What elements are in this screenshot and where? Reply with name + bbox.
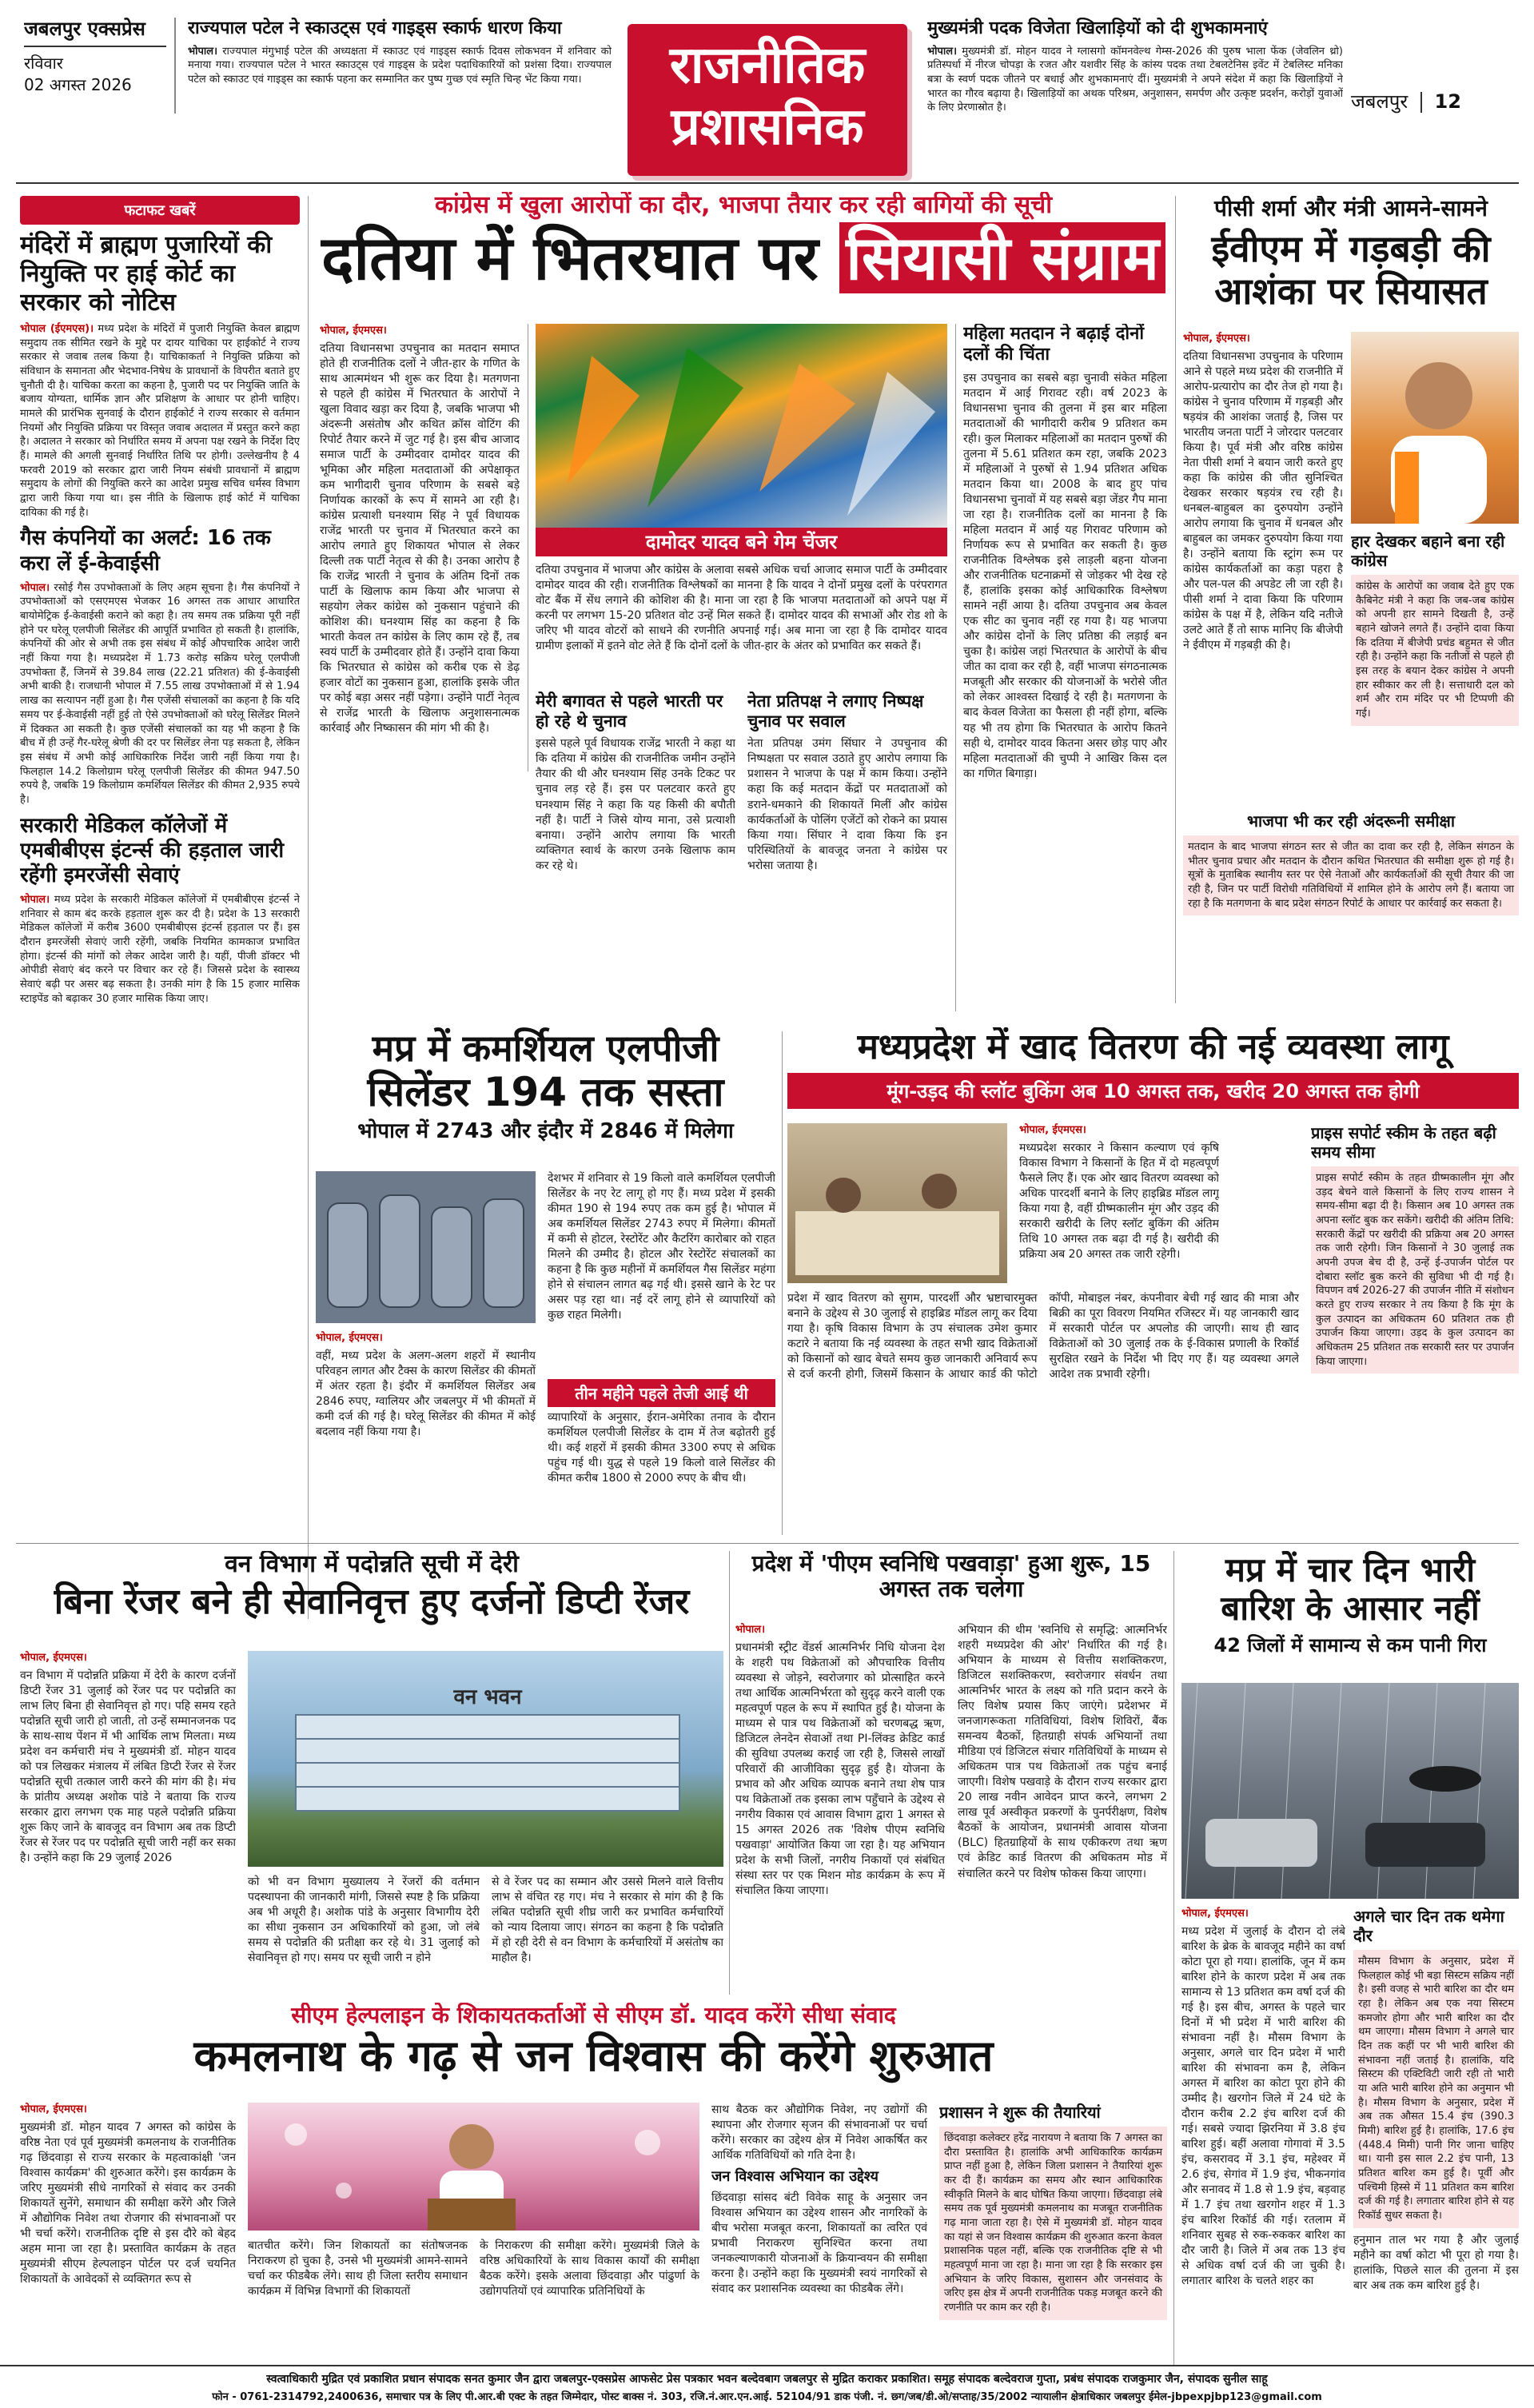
rain-subheadline: 42 जिलों में सामान्य से कम पानी गिरा	[1213, 1633, 1487, 1656]
bjp-review-box	[1183, 811, 1519, 1003]
rain-side-box	[1353, 1907, 1519, 2358]
svanidhi-col2	[958, 1623, 1167, 1995]
footer-contact: फोन - 0761-2314792,2400636, समाचार पत्र के लिए पी.आर.बी एक्ट के तहत जिम्मेदार, पोस्ट बाक्स नं. 303, रजि.नं.आर.एन.आई. 52104/91 डाक पंजी. नं. छ्ग/जब/डी.ओ/सप्ताह/35/2002 न्यायालीन क्षेत्राधिकार जबलपुर ईमेल-jbpexpjbp123@gmail.com	[212, 2391, 1322, 2403]
prep-head: प्रशासन ने शुरू की तैयारियां	[939, 2103, 1101, 2122]
rain-headline-2: बारिश के आसार नहीं	[1221, 1589, 1480, 1629]
lead-sub1	[536, 692, 735, 1019]
lead-headline-part2: सियासी संग्राम	[839, 222, 1165, 293]
bjp-review-body: मतदान के बाद भाजपा संगठन स्तर से जीत का दावा कर रही है, लेकिन संगठन के भीतर चुनाव प्रचार और मतदान के दौरान कथित भितरघात की समीक्षा शुरू हो गई है। सूत्रों के मुताबिक स्थानीय स्तर पर ऐसे नेताओं और कार्यकर्ताओं की सूची तैयार की जा रही है, जिन पर पार्टी विरोधी गतिविधियों में शामिल होने के आरोप लगे हैं। बताया जा रहा है कि मतगणना के बाद प्रदेश संगठन रिपोर्ट के आधार पर कार्रवाई कर सकता है।	[1183, 835, 1519, 915]
kamalnath-kicker: सीएम हेल्पलाइन के शिकायतकर्ताओं से सीएम डॉ. यादव करेंगे सीधा संवाद	[291, 2003, 896, 2028]
bjp-review-head: भाजपा भी कर रही अंदरूनी समीक्षा	[1246, 811, 1456, 831]
kamalnath-dateline: भोपाल, ईएमएस।	[20, 2103, 87, 2115]
kamalnath-col2	[248, 2239, 468, 2358]
lead-photo-caption: दामोदर यादव बने गेम चेंजर	[536, 528, 947, 556]
lead-kicker: कांग्रेस में खुला आरोपों का दौर, भाजपा तैयार कर रही बागियों की सूची	[434, 192, 1052, 219]
forest-body2: को भी वन विभाग मुख्यालय ने रेंजरों की वर्तमान पदस्थापना की जानकारी मांगी, जिससे स्पष्ट है कि प्रक्रिया अब भी अधूरी है। अशोक पांडे के अनुसार विभागीय देरी का सीधा नुकसान उन अधिकारियों को हुआ, जो लंबे समय से पदोन्नति की प्रतीक्षा कर रहे थे। 31 जुलाई को सेवानिवृत्त हो गए। समय पर सूची जारी न होने	[248, 1876, 480, 1965]
forest-photo-label: वन भवन	[453, 1685, 522, 1709]
briefs-divider	[308, 196, 309, 1619]
rainy-street-illustration	[1181, 1683, 1519, 1899]
lpg-caption-head: तीन महीने पहले तेजी आई थी	[548, 1379, 775, 1407]
cylinders-illustration	[316, 1171, 536, 1323]
svanidhi-col1	[735, 1623, 945, 1995]
kamalnath-col1	[20, 2103, 236, 2358]
jan-vishwas-head: जन विश्वास अभियान का उद्देश्य	[711, 2168, 879, 2186]
forest-dateline: भोपाल, ईएमएस।	[20, 1652, 87, 1664]
prep-box	[939, 2103, 1167, 2358]
lead-story	[316, 192, 1171, 1023]
city-name: जबलपुर	[1351, 90, 1408, 113]
evm-body-col	[1183, 332, 1343, 803]
fertilizer-dateline: भोपाल, ईएमएस।	[1019, 1124, 1086, 1136]
lpg-divider	[782, 1031, 783, 1535]
svanidhi-story	[735, 1551, 1167, 1999]
lpg-headline-1: मप्र में कमर्शियल एलपीजी	[372, 1027, 719, 1070]
briefs-column	[20, 196, 300, 1619]
kamalnath-photo	[248, 2103, 699, 2231]
brief-gas-body: रसोई गैस उपभोक्ताओं के लिए अहम सूचना है। गैस कंपनियों ने उपभोक्ताओं को एसएमएस भेजकर 16 अगस्त तक आधार आधारित बायोमेट्रिक ई-केवाईसी कराने को कहा है। तय समय तक प्रक्रिया पूरी नहीं होने पर घरेलू एलपीजी सिलेंडर की आपूर्ति प्रभावित हो सकती है। हालांकि, कंपनियों की ओर से अभी तक इस संबंध में कोई औपचारिक आदेश जारी नहीं किया गया है। मध्यप्रदेश में 1.73 करोड़ सक्रिय घरेलू एलपीजी उपभोक्ता हैं, जिनमें से 39.84 लाख (22.21 प्रतिशत) की ई-केवाईसी अभी बाकी है। राजधानी भोपाल में 7.55 लाख उपभोक्ताओं में से 1.94 लाख का सत्यापन नहीं हुआ है। गैस एजेंसी संचालकों का कहना है कि यदि समय पर ई-केवाईसी नहीं हुई तो ऐसे उपभोक्ताओं को घरेलू सिलेंडर मिलने में दिक्कत आ सकती है। कुछ एजेंसी संचालकों का यह भी कहना है कि बीच में ही उन्हें गैर-घरेलू श्रेणी की दर पर सिलेंडर लेना पड़ सकता है, लेकिन इस संबंध में अभी कोई आधिकारिक निर्देश जारी नहीं किया गया है। फिलहाल 14.2 किलोग्राम घरेलू एलपीजी सिलेंडर की कीमत 947.50 रुपये है, जबकि 19 किलोग्राम कमर्शियल सिलेंडर की कीमत 2,935 रुपये है।	[20, 581, 300, 806]
brief-medical	[20, 814, 300, 1007]
evm-story	[1183, 196, 1519, 1011]
women-vote-body: इस उपचुनाव का सबसे बड़ा चुनावी संकेत महिला मतदान में आई गिरावट रही। वर्ष 2023 के विधानसभा चुनाव की तुलना में इस बार महिला मतदाताओं की भागीदारी करीब 9 प्रतिशत कम रही। कुल मिलाकर महिलाओं का मतदान पुरुषों की तुलना में 5.61 प्रतिशत कम रहा, जबकि 2023 में महिलाओं ने पुरुषों से 1.94 प्रतिशत अधिक मतदान किया था। 2008 के बाद हुए पांच विधानसभा चुनावों में यह सबसे बड़ा जेंडर गैप माना जा रहा है। राजनीतिक दलों का मानना है कि महिला मतदान में आई यह गिरावट परिणाम को निर्णायक रूप से प्रभावित कर सकती है। कुछ राजनीतिक विश्लेषक इसे लाड़ली बहना योजना और राजनीतिक घटनाक्रमों से जोड़कर भी देख रहे हैं, हालांकि इसका कोई आधिकारिक विश्लेषण सामने नहीं आया है। दतिया उपचुनाव अब केवल एक सीट का चुनाव नहीं रह गया है। यह भाजपा और कांग्रेस दोनों के लिए प्रतिष्ठा की लड़ाई बन चुका है। कांग्रेस जहां भितरघात के आरोपों के बीच जीत का दावा कर रही है, वहीं भाजपा संगठनात्मक मजबूती और सरकार की योजनाओं के भरोसे जीत को लेकर आश्वस्त दिखाई दे रही है। मतगणना के बाद केवल विजेता का फैसला ही नहीं होगा, बल्कि यह भी तय होगा कि भितरघात के आरोप कितने सही थे, दामोदर यादव कितना असर छोड़ पाए और महिला मतदाताओं की चुप्पी ने आखिर किस दल का गणित बिगाड़ा।	[963, 371, 1167, 780]
left-teaser	[188, 18, 612, 169]
evm-kicker: पीसी शर्मा और मंत्री आमने-सामने	[1214, 196, 1488, 221]
women-vote-headline: महिला मतदान ने बढ़ाई दोनों दलों की चिंता	[963, 324, 1145, 365]
lpg-story	[316, 1027, 775, 1539]
lead-col2	[536, 563, 947, 687]
rain-side-body: मौसम विभाग के अनुसार, प्रदेश में फिलहाल कोई भी बड़ा सिस्टम सक्रिय नहीं है। इसी वजह से भारी बारिश का दौर थम रहा है। लेकिन अब एक नया सिस्टम कमजोर होगा और भारी बारिश का दौर थम जाएगा। मौसम विभाग ने अगले चार दिन तक कहीं पर भी भारी बारिश की संभावना नहीं जताई है। हालांकि, यदि सिस्टम की एक्टिविटी जारी रही तो भारी या अति भारी बारिश होने का अनुमान भी है। मौसम विभाग के अनुसार, प्रदेश में अब तक औसत 15.4 इंच (390.3 मिमी) बारिश हुई है। हालांकि, 17.6 इंच (448.4 मिमी) पानी गिर जाना चाहिए था। यानी इस साल 2.2 इंच पानी, 13 प्रतिशत बारिश कम हुई है। पूर्वी और पश्चिमी हिस्से में 11 प्रतिशत कम बारिश दर्ज की गई है। लगातार बारिश होने से यह रिकॉर्ड सुधर सकता है।	[1353, 1950, 1519, 2228]
lead-headline-part1: दतिया में भितरघात पर	[321, 221, 819, 293]
lead-right-divider	[1175, 196, 1176, 1003]
politician-portrait	[1351, 332, 1519, 524]
lead-dateline: भोपाल, ईएमएस।	[320, 325, 387, 337]
price-support-box	[1311, 1123, 1519, 1531]
forest-col1	[20, 1651, 236, 1995]
brief-high-court-headline: मंदिरों में ब्राह्मण पुजारियों की नियुक्ति पर हाई कोर्ट का सरकार को नोटिस	[20, 231, 273, 317]
lpg-col-left	[316, 1331, 536, 1535]
prep-body: छिंदवाड़ा कलेक्टर हरेंद्र नारायण ने बताया कि 7 अगस्त का दौरा प्रस्तावित है। हालांकि अभी आधिकारिक कार्यक्रम प्राप्त नहीं हुआ है, लेकिन जिला प्रशासन ने तैयारियां शुरू कर दी हैं। कार्यक्रम का समय और स्थान आधिकारिक स्वीकृति मिलने के बाद घोषित किया जाएगा। छिंदवाड़ा लंबे समय तक पूर्व मुख्यमंत्री कमलनाथ का मजबूत राजनीतिक गढ़ माना जाता रहा है। ऐसे में मुख्यमंत्री डॉ. मोहन यादव का यहां से जन विश्वास कार्यक्रम की शुरुआत करना केवल प्रशासनिक पहल नहीं, बल्कि एक राजनीतिक दृष्टि से भी महत्वपूर्ण माना जा रहा है। माना जा रहा है कि सरकार इस अभियान के जरिए विकास, सुशासन और जनसंवाद के जरिए इस क्षेत्र में अपनी राजनीतिक पकड़ मजबूत करने की रणनीति पर काम कर रही है।	[939, 2127, 1167, 2320]
page-marker	[1351, 88, 1519, 120]
rain-col1	[1181, 1907, 1345, 2358]
brief-medical-body: मध्य प्रदेश के सरकारी मेडिकल कॉलेजों में एमबीबीएस इंटर्न्स ने शनिवार से काम बंद करके हड़ताल शुरू कर दी है। प्रदेश के 13 सरकारी मेडिकल कॉलेजों में करीब 3600 एमबीबीएस इंटर्न्स हड़ताल पर हैं। इस दौरान इमरजेंसी सेवाएं जारी रहेंगी, जबकि नियमित कामकाज प्रभावित होगा। इंटर्न्स की मांगों को लेकर आदेश जारी है। यहीं, पीजी डॉक्टर भी ओपीडी सेवाएं बंद करने पर विचार कर रहे हैं। जिससे प्रदेश के स्वास्थ्य सेवाएं बढ़ी पर असर बढ़ सकता है। उनकी मांग है कि 15 हजार मासिक स्टाइपेंड को बढ़ाकर 30 हजार मासिक किया जाए।	[20, 894, 300, 1005]
mid-rule	[16, 1543, 1519, 1544]
grain-market-illustration	[787, 1123, 1007, 1283]
svanidhi-dateline: भोपाल।	[735, 1624, 765, 1636]
right-teaser-dateline: भोपाल।	[927, 45, 957, 58]
section-title-1: राजनीतिक	[669, 36, 866, 95]
evm-body: दतिया विधानसभा उपचुनाव के परिणाम आने से पहले मध्य प्रदेश की राजनीति में आरोप-प्रत्यारोप का दौर तेज हो गया है। कांग्रेस ने चुनाव परिणाम में गड़बड़ी और षड़यंत्र की आशंका जताई है, जिस पर भारतीय जनता पार्टी ने जोरदार पलटवार किया है। पूर्व मंत्री और वरिष्ठ कांग्रेस नेता पीसी शर्मा ने बयान जारी करते हुए कहा कि कांग्रेस की जीत सुनिश्चित देखकर सरकार षड़यंत्र रच रही है। धनबल-बाहुबल का दुरुपयोग उन्होंने आरोप लगाया कि चुनाव में धनबल और बाहुबल का जमकर दुरुपयोग किया गया है। उन्होंने बताया कि स्ट्रांग रूम पर कांग्रेस कार्यकर्ताओं का कड़ा पहरा है और पल-पल की अपडेट ली जा रही है। पीसी शर्मा ने दावा किया कि परिणाम कांग्रेस के पक्ष में है, लेकिन यदि नतीजे उलटे आते हैं तो साफ मानिए कि बीजेपी ने ईवीएम में गड़बड़ी की है।	[1183, 349, 1343, 652]
left-teaser-headline: राज्यपाल पटेल ने स्काउट्स एवं गाइड्स स्कार्फ धारण किया	[188, 18, 562, 38]
section-title-2: प्रशासनिक	[671, 97, 864, 157]
briefs-tag: फटाफट खबरें	[20, 196, 300, 225]
kamalnath-body3: के निराकरण की समीक्षा करेंगे। मुख्यमंत्री जिले के वरिष्ठ अधिकारियों के साथ विकास कार्यों की समीक्षा बैठक करेंगे। इसके अलावा छिंदवाड़ा और पांढुर्णा के उद्योगपतियों एवं व्यापारिक प्रतिनिधियों के	[480, 2239, 699, 2298]
lpg-subheadline: भोपाल में 2743 और इंदौर में 2846 में मिलेगा	[357, 1119, 734, 1144]
price-support-head: प्राइस सपोर्ट स्कीम के तहत बढ़ी समय सीमा	[1311, 1123, 1496, 1162]
lpg-headline-2: सिलेंडर 194 तक सस्ता	[367, 1068, 724, 1115]
lead-col2-body: दतिया उपचुनाव में भाजपा और कांग्रेस के अलावा सबसे अधिक चर्चा आजाद समाज पार्टी के उम्मीदवार दामोदर यादव की रही। राजनीतिक विश्लेषकों का मानना है कि यादव ने दोनों प्रमुख दलों के परंपरागत वोट बैंक में सेंध लगाने की कोशिश की है। माना जा रहा है कि भाजपा मतदाताओं को अपने पक्ष में करनी पर लगभग 15-20 प्रतिशत वोट उन्हें मिल सकते हैं। दामोदर यादव की सभाओं और रोड शो के जरिए भी यादव वोटरों को साधने की रणनीति अपनाई गई। अब माना जा रहा है कि दामोदर यादव ग्रामीण इलाकों में इतने वोट लेते हैं कि दोनों दलों के जीत-हार के अंतर को प्रभावित कर सकते हैं।	[536, 564, 947, 653]
lead-sub1-body: इससे पहले पूर्व विधायक राजेंद्र भारती ने कहा था कि दतिया में कांग्रेस की राजनीतिक जमीन उन्होंने तैयार की थी और घनश्याम सिंह उनके टिकट पर चुनाव लड़ रहे हैं। इस पर पलटवार करते हुए घनश्याम सिंह ने कहा कि यह किसी की बपौती नहीं है। पार्टी ने जिसे योग्य माना, उसे प्रत्याशी बनाया। उन्होंने आरोप लगाया कि भारती व्यक्तिगत स्वार्थ के कारण उनके खिलाफ काम कर रहे थे।	[536, 737, 735, 872]
kamalnath-col4	[711, 2103, 927, 2358]
brief-high-court-body: मध्य प्रदेश के मंदिरों में पुजारी नियुक्ति केवल ब्राह्मण समुदाय तक सीमित रखने के मुद्दे पर दायर याचिका पर हाईकोर्ट ने राज्य सरकार से जवाब तलब किया है। याचिकाकर्ता ने नियुक्ति प्रक्रिया को संविधान के समानता और भेदभाव-निषेध के प्रावधानों के विपरीत बताते हुए चुनौती दी है। याचिका करता का कहना है, पुजारी पद पर नियुक्ति जाति के बजाय योग्यता, धार्मिक ज्ञान और प्रशिक्षण के आधार पर होनी चाहिए। मामले की प्रारंभिक सुनवाई के दौरान हाईकोर्ट ने राज्य सरकार से वर्तमान नियमों और नियुक्ति प्रक्रिया पर विस्तृत जवाब अदालत में प्रस्तुत करने कहा है। अदालत ने सरकार को निर्धारित समय में अपना पक्ष रखने के निर्देश दिए हैं। मामले की अगली सुनवाई निर्धारित तिथि पर होगी। उल्लेखनीय है 4 फरवरी 2019 को सरकार द्वारा जारी नियम संबंधी प्रावधानों में ब्राह्मण समुदाय के लोगों की नियुक्ति करने का आदेश प्रमुख सचिव धर्मस्व विभाग द्वारा जारी किया गया था। इस नीति के खिलाफ हाई कोर्ट में याचिका दायिका की गई है।	[20, 323, 300, 519]
rain-story	[1181, 1551, 1519, 2362]
jan-vishwas-body: छिंदवाड़ा सांसद बंटी विवेक साहू के अनुसार जन विश्वास अभियान का उद्देश्य शासन और नागरिकों के बीच भरोसा मजबूत करना, शिकायतों का त्वरित एवं प्रभावी निराकरण सुनिश्चित करना तथा जनकल्याणकारी योजनाओं के क्रियान्वयन की समीक्षा करना है। उन्होंने कहा कि मुख्यमंत्री स्वयं नागरिकों से संवाद कर प्रशासनिक व्यवस्था का फीडबैक लेंगे।	[711, 2191, 927, 2295]
issue-date: 02 अगस्त 2026	[24, 74, 132, 94]
lead-col1-body: दतिया विधानसभा उपचुनाव का मतदान समाप्त होते ही राजनीतिक दलों ने जीत-हार के गणित के साथ आत्ममंथन भी शुरू कर दिया है। मतगणना से पहले ही कांग्रेस में भितरघात के आरोपों ने खुला विवाद खड़ा कर दिया है, जबकि भाजपा भी अंदरूनी असंतोष और कथित क्रॉस वोटिंग की रिपोर्ट तैयार करने में जुट गई है। इस बीच आजाद समाज पार्टी के उम्मीदवार दामोदर यादव की भूमिका और महिला मतदाताओं की अपेक्षाकृत कम भागीदारी चुनाव परिणाम के सबसे बड़े निर्णायक कारकों के रूप में सामने आ रही है। कांग्रेस प्रत्याशी घनश्याम सिंह ने पूर्व विधायक राजेंद्र भारती पर चुनाव में भितरघात करने का आरोप लगाते हुए शिकायत भोपाल से लेकर दिल्ली तक पार्टी नेतृत्व से की है। उनका आरोप है कि राजेंद्र भारती ने चुनाव के अंतिम दिनों तक पार्टी के खिलाफ काम किया और भाजपा से सहयोग लेकर कांग्रेस को नुकसान पहुंचाने की कोशिश की। घनश्याम सिंह का कहना है कि भारती केवल तन कांग्रेस के लिए काम रहे हैं, तब स्वयं पार्टी के उम्मीदवार होते हैं। उन्होंने दावा किया कि भितरघात से कांग्रेस को करीब एक से डेढ़ हजार वोटों का नुकसान हुआ, हालांकि इसके जीत पर कोई बड़ा असर नहीं पड़ेगा। उन्होंने पार्टी नेतृत्व से राजेंद्र भारती के खिलाफ अनुशासनात्मक कार्रवाई और निष्कासन की मांग भी की है।	[320, 341, 520, 736]
page-number: 12	[1434, 90, 1461, 113]
brief-gas-dateline: भोपाल।	[20, 581, 50, 594]
kamalnath-body1: मुख्यमंत्री डॉ. मोहन यादव 7 अगस्त को कांग्रेस के वरिष्ठ नेता एवं पूर्व मुख्यमंत्री कमलनाथ के राजनीतिक गढ़ छिंदवाड़ा से राज्य सरकार के महत्वाकांक्षी 'जन विश्वास कार्यक्रम' की शुरुआत करेंगे। इस कार्यक्रम के जरिए मुख्यमंत्री सीधे नागरिकों से संवाद कर उनकी शिकायतें सुनेंगे, समाधान की समीक्षा करेंगे और जिले में औद्योगिक निवेश तथा रोजगार की संभावनाओं पर भी चर्चा करेंगे। राजनीतिक दृष्टि से इस दौरे को बेहद अहम माना जा रहा है। प्रस्तावित कार्यक्रम के तहत मुख्यमंत्री सीएम हेल्पलाइन पोर्टल पर दर्ज चयनित शिकायतों के आवेदकों से व्यक्तिगत रूप से	[20, 2120, 236, 2286]
right-teaser-body: मुख्यमंत्री डॉ. मोहन यादव ने ग्लासगो कॉमनवेल्थ गेम्स-2026 की पुरुष भाला फेंक (जेवलिन थ्रो) प्रतिस्पर्धा में नीरज चोपड़ा के रजत और यशवीर सिंह के कांस्य पदक तथा टेबलटेनिस इवेंट में टेबलिस्ट मनिका बत्रा के स्वर्ण पदक जीतने पर बधाई और शुभकामनाएं दीं। मुख्यमंत्री ने अपने संदेश में कहा कि खिलाड़ियों ने भारत का गौरव बढ़ाया है। खिलाड़ियों का अथक परिश्रम, अनुशासन, समर्पण और उत्कृष्ट प्रदर्शन, करोड़ों युवाओं के लिए प्रेरणास्रोत है।	[927, 45, 1343, 114]
lpg-caption-box	[548, 1379, 775, 1535]
lpg-body1: देशभर में शनिवार से 19 किलो वाले कमर्शियल एलपीजी सिलेंडर के नए रेट लागू हो गए हैं। मध्य प्रदेश में इसकी कीमत 190 से 194 रुपए तक कम हुई है। भोपाल में अब कमर्शियल सिलेंडर 2743 रुपए में मिलेगा। कीमतों में कमी से होटल, रेस्टोरेंट और कैटरिंग कारोबार को राहत मिलने की उम्मीद है। होटल और रेस्टोरेंट संचालकों का कहना है कि कुछ महीनों में कमर्शियल गैस सिलेंडर महंगा होने से संचालन लागत बढ़ गई थी। इससे खाने के रेट पर असर पड़ रहा था। नई दरें लागू होने से व्यापारियों को कुछ राहत मिलेगी।	[548, 1172, 775, 1322]
kamalnath-headline: कमलनाथ के गढ़ से जन विश्वास की करेंगे शुरुआत	[193, 2031, 994, 2082]
rain-body: मध्य प्रदेश में जुलाई के दौरान दो लंबे बारिश के ब्रेक के बावजूद महीने का वर्षा कोटा पूरा हो गया। हालांकि, जून में कम बारिश होने के कारण प्रदेश में अब तक सामान्य से 13 प्रतिशत कम वर्षा दर्ज की गई है। इस बीच, अगस्त के पहले चार दिनों में भी प्रदेश में भारी बारिश की संभावना नहीं है। मौसम विभाग के अनुसार, अगले चार दिन प्रदेश में भारी बारिश की संभावना कम है, लेकिन अगस्त में बारिश का कोटा पूरा होने की उम्मीद है। खरगोन जिले में 24 घंटे के दौरान करीब 2.2 इंच बारिश दर्ज की गई। सबसे ज्यादा झिरनिया में 3.8 इंच बारिश हुई। बहीं अलावा गोगावां में 3.5 इंच, कसरावद में 3.1 इंच, महेश्वर में 2.6 इंच, सेगांव में 1.9 इंच, भीकनगांव और सनावद में 1.8 से 1.9 इंच, बड़वाह में 1.7 इंच तथा खरगोन शहर में 1.3 इंच बारिश रिकॉर्ड की गई। रतलाम में शनिवार सुबह से रुक-रुककर बारिश का दौर जारी है। जिले में अब तक 13 इंच से अधिक वर्षा दर्ज की जा चुकी है। लगातार बारिश के चलते शहर का	[1181, 1924, 1345, 2288]
women-vote-story	[963, 324, 1167, 1019]
left-teaser-body: राज्यपाल मंगुभाई पटेल की अध्यक्षता में स्काउट एवं गाइड्स स्कार्फ दिवस लोकभवन में शनिवार को मनाया गया। राज्यपाल पटेल ने भारत स्काउट्स एवं गाइड्स के प्रदेश पदाधिकारियों को प्रशंसा दिया। राज्यपाल पटेल को स्काउट एवं गाइड्स का स्कार्फ पहना कर सम्मानित कर पुष्प गुच्छ एवं स्मृति चिन्ह भेंट किया गया।	[188, 45, 612, 86]
brief-high-court-dateline: भोपाल (ईएमएस)।	[20, 323, 94, 335]
kamalnath-story	[20, 2003, 1167, 2358]
brief-medical-headline: सरकारी मेडिकल कॉलेजों में एमबीबीएस इंटर्न्स की हड़ताल जारी रहेंगी इमरजेंसी सेवाएं	[20, 813, 285, 887]
lead-sub2	[747, 692, 947, 1019]
lpg-col-right	[548, 1171, 775, 1375]
evm-photo-caption	[1351, 532, 1519, 771]
forest-photo	[248, 1651, 723, 1867]
evm-box-body: कांग्रेस के आरोपों का जवाब देते हुए एक कैबिनेट मंत्री ने कहा कि जब-जब कांग्रेस को अपनी हार सामने दिखती है, उन्हें बहाने खोजने लगते हैं। उन्होंने दावा किया कि दतिया में बीजेपी प्रचंड बहुमत से जीत रही है। उन्होंने कहा कि नतीजों से पहले ही इस तरह के बयान देकर कांग्रेस ने अपनी हार स्वीकार कर ली है। सत्ताधारी दल को शर्म और राम मंदिर पर भी टिप्पणी की गई।	[1351, 575, 1519, 726]
forest-kicker: वन विभाग में पदोन्नति सूची में देरी	[225, 1551, 519, 1578]
forest-story	[20, 1551, 723, 1999]
lead-headline	[316, 223, 1171, 293]
footer-imprint: स्वत्वाधिकारी मुद्रित एवं प्रकाशित प्रधान संपादक सनत कुमार जैन द्वारा जबलपुर-एक्सप्रेस आफसेट प्रेस पत्रकार भवन बल्देवबाग जबलपुर से मुद्रित कराकर प्रकाशित। समूह संपादक बल्देवराज गुप्ता, प्रबंध संपादक राजकुमार जैन, संपादक सुनील साहू	[266, 2373, 1268, 2386]
fertilizer-col1	[1019, 1123, 1219, 1307]
lead-photo	[536, 324, 947, 528]
left-teaser-dateline: भोपाल।	[188, 45, 217, 58]
evm-headline: ईवीएम में गड़बड़ी की आशंका पर सियासत	[1211, 227, 1491, 313]
fertilizer-headline: मध्यप्रदेश में खाद वितरण की नई व्यवस्था लागू	[857, 1027, 1449, 1067]
cm-speech-illustration	[248, 2103, 699, 2231]
rain-dateline: भोपाल, ईएमएस।	[1181, 1908, 1249, 1920]
lead-col1	[320, 324, 520, 771]
issue-day: रविवार	[24, 53, 63, 73]
rain-headline-1: मप्र में चार दिन भारी	[1225, 1551, 1476, 1589]
forest-body1: वन विभाग में पदोन्नति प्रक्रिया में देरी के कारण दर्जनों डिप्टी रेंजर 31 जुलाई को रेंजर पद पर पदोन्नति का लाभ लिए बिना ही सेवानिवृत्त हो गए। पहि समय रहते पदोन्नति सूची जारी हो जाती, तो उन्हें सम्मानजनक पद के साथ-साथ पेंशन में भी आर्थिक लाभ मिलता। मध्य प्रदेश वन कर्मचारी मंच ने मुख्यमंत्री डॉ. मोहन यादव को पत्र लिखकर मंत्रालय में लंबित डिप्टी रेंजर से रेंजर पदोन्नति सूची तत्काल जारी करने की मांग की है। मंच के प्रांतीय अध्यक्ष अशोक पांडे ने बताया कि राज्य सरकार द्वारा लगभग एक माह पहले पदोन्नति प्रक्रिया शुरू किए जाने के बावजूद वन विभाग अब तक डिप्टी रेंजर से रेंजर पद पर पदोन्नति सूची जारी नहीं कर सका है। उन्होंने कहा कि 29 जुलाई 2026	[20, 1668, 236, 1865]
svanidhi-body2: अभियान की थीम 'स्वनिधि से समृद्धि: आत्मनिर्भर शहरी मध्यप्रदेश की ओर' निर्धारित की गई है। अभियान के माध्यम से वित्तीय सशक्तिकरण, डिजिटल सशक्तिकरण, स्वरोजगार संवर्धन तथा आत्मनिर्भर भारत के लक्ष्य को गति प्रदान करने के लिए विशेष प्रयास किए जाएंगे। प्रदेशभर में जनजागरूकता गतिविधियां, विशेष शिविरों, बैंक समन्वय बैठकों, हितग्राही संपर्क अभियानों तथा मीडिया एवं डिजिटल संचार गतिविधियों के माध्यम से अधिकतम पात्र पथ विक्रेताओं तक पहुंच बनाई जाएगी। विशेष पखवाड़े के दौरान राज्य सरकार द्वारा 20 लाख नवीन आवेदन प्राप्त करने, लगभग 2 लाख पूर्व अस्वीकृत प्रकरणों के पुनर्परीक्षण, विशेष बैठकों के आयोजन, प्रधानमंत्री आवास योजना (BLC) हितग्राहियों के साथ एकीकरण तथा ऋण एवं क्रेडिट कार्ड वितरण की अधिकतम मोड में संचालित करने पर विशेष फोकस किया जाएगा।	[958, 1624, 1167, 1880]
masthead	[0, 0, 1534, 184]
rain-side-head: अगले चार दिन तक थमेगा दौर	[1353, 1907, 1504, 1945]
fertilizer-body3-inline: अनिवार्य रूप से दर्ज करनी होगी, जिसमें किसान के आधार कार्ड की फोटो कॉपी, मोबाइल नंबर, कंपनीवार बेची गई खाद की मात्रा और बिक्री का पूरा विवरण नियमित रजिस्टर में। यह जानकारी खाद में सरकारी पोर्टल पर अपलोड की जाएगी। साथ ही खाद विक्रेताओं को 30 जुलाई तक के ई-विकास प्रणाली के रिकॉर्ड सुरक्षित रखने के निर्देश भी दिए गए हैं। यह व्यवस्था अगले आदेश तक प्रभावी रहेगी।	[787, 1292, 1299, 1381]
fertilizer-body2: प्रदेश में खाद वितरण को सुगम, पारदर्शी और भ्रष्टाचारमुक्त बनाने के उद्देश्य से 30 जुलाई से हाइब्रिड मॉडल लागू कर दिया गया है। कृषि विकास विभाग के उप संचालक उमेश कुमार कटारे ने बताया कि नई व्यवस्था के तहत सभी खाद विक्रेताओं को किसानों को खाद बेचते समय कुछ जानकारी	[787, 1292, 1038, 1366]
evm-photo	[1351, 332, 1519, 524]
fertilizer-photo	[787, 1123, 1007, 1283]
svanidhi-headline: प्रदेश में 'पीएम स्वनिधि पखवाड़ा' हुआ शुरू, 15 अगस्त तक चलेगा	[751, 1551, 1151, 1603]
lpg-body2: वहीं, मध्य प्रदेश के अलग-अलग शहरों में स्थानीय परिवहन लागत और टैक्स के कारण सिलेंडर की कीमतों में अंतर रहता है। इंदौर में कमर्शियल सिलेंडर अब 2846 रुपए, ग्वालियर और जबलपुर में भी कीमतों में कमी दर्ज की गई है। घरेलू सिलेंडर की कीमत में कोई बदलाव नहीं किया गया है।	[316, 1349, 536, 1438]
rain-photo	[1181, 1683, 1519, 1899]
fertilizer-story	[787, 1027, 1519, 1539]
right-teaser-headline: मुख्यमंत्री पदक विजेता खिलाड़ियों को दी शुभकामनाएं	[927, 18, 1268, 38]
forest-col3	[492, 1875, 723, 1995]
svanidhi-divider	[1173, 1551, 1174, 2366]
kamalnath-body2: बातचीत करेंगे। जिन शिकायतों का संतोषजनक निराकरण हो चुका है, उनसे भी मुख्यमंत्री आमने-सामने चर्चा कर फीडबैक लेंगे। साथ ही जिला स्तरीय समाधान कार्यक्रम में विभिन्न विभागों की शिकायतों	[248, 2239, 468, 2298]
kamalnath-col3	[480, 2239, 699, 2358]
masthead-rule	[16, 182, 1519, 184]
brief-gas-headline: गैस कंपनियों का अलर्ट: 16 तक करा लें ई-केवाईसी	[20, 526, 271, 576]
forest-body3: से वे रेंजर पद का सम्मान और उससे मिलने वाले वित्तीय लाभ से वंचित रह गए। मंच ने सरकार से मांग की है कि लंबित पदोन्नति सूची शीघ्र जारी कर प्रभावित कर्मचारियों को न्याय दिलाया जाए। संगठन का कहना है कि पदोन्नति में हो रही देरी से वन विभाग के कर्मचारियों में असंतोष का माहौल है।	[492, 1876, 723, 1965]
forest-col2	[248, 1875, 480, 1995]
brief-gas	[20, 526, 300, 807]
lpg-photo	[316, 1171, 536, 1323]
lead-sub2-head: नेता प्रतिपक्ष ने लगाए निष्पक्ष चुनाव पर सवाल	[747, 692, 924, 732]
forest-headline: बिना रेंजर बने ही सेवानिवृत्त हुए दर्जनों डिप्टी रेंजर	[54, 1581, 690, 1622]
paper-name: जबलपुर एक्सप्रेस	[24, 18, 145, 40]
lead-sub1-head: मेरी बगावत से पहले भारती पर हो रहे थे चुनाव	[536, 692, 723, 732]
lpg-caption-body: व्यापारियों के अनुसार, ईरान-अमेरिका तनाव के दौरान कमर्शियल एलपीजी सिलेंडर के दाम में तेज बढ़ोतरी हुई थी। कई शहरों में इसकी कीमत 3300 रुपए से अधिक पहुंच गई थी। युद्ध से पहले 19 किलो वाले सिलेंडर की कीमत करीब 1800 से 2000 रुपए के बीच थी।	[548, 1411, 775, 1485]
forest-divider	[729, 1551, 730, 1995]
footer	[0, 2365, 1534, 2408]
section-title-box	[628, 24, 907, 176]
right-teaser	[927, 18, 1343, 169]
fertilizer-body1: मध्यप्रदेश सरकार ने किसान कल्याण एवं कृषि विकास विभाग ने किसानों के हित में दो महत्वपूर्ण फैसले लिए हैं। एक ओर खाद वितरण व्यवस्था को अधिक पारदर्शी बनाने के लिए हाइब्रिड मॉडल लागू किया गया है, वहीं ग्रीष्मकालीन मूंग और उड़द की सरकारी खरीदी के लिए स्लॉट बुकिंग की अंतिम तिथि 10 अगस्त तक बढ़ा दी गई है। खरीदी की प्रक्रिया अब 20 अगस्त तक जारी रहेगी।	[1019, 1141, 1219, 1261]
brief-medical-dateline: भोपाल।	[20, 894, 50, 907]
price-support-body: प्राइस सपोर्ट स्कीम के तहत ग्रीष्मकालीन मूंग और उड़द बेचने वाले किसानों के लिए राज्य शासन ने समय-सीमा बढ़ा दी है। किसान अब 10 अगस्त तक अपना स्लॉट बुक कर सकेंगे। खरीदी की अंतिम तिथि: सरकारी केंद्रों पर खरीदी की प्रक्रिया अब 20 अगस्त तक जारी रहेगी। जिन किसानों ने 30 जुलाई तक अपनी उपज बेच दी है, उन्हें ई-उपार्जन पोर्टल पर दोबारा स्लॉट बुक करने की सुविधा भी दी गई है। विपणन वर्ष 2026-27 की उपार्जन नीति में संशोधन करते हुए राज्य सरकार ने तय किया है कि मूंग के कुल उत्पादन का अधिकतम 60 प्रतिशत तक ही उपार्जन किया जाएगा। उड़द के कुल उत्पादन का अधिकतम 25 प्रतिशत तक सरकारी स्तर पर उपार्जन किया जाएगा।	[1311, 1166, 1519, 1373]
evm-dateline: भोपाल, ईएमएस।	[1183, 333, 1250, 345]
brief-high-court	[20, 231, 300, 520]
lpg-dateline: भोपाल, ईएमएस।	[316, 1332, 383, 1344]
kamalnath-body4: साथ बैठक कर औद्योगिक निवेश, नए उद्योगों की स्थापना और रोजगार सृजन की संभावनाओं पर चर्चा करेंगे। सरकार का उद्देश्य क्षेत्र में निवेश आकर्षित कर आर्थिक गतिविधियों को गति देना है।	[711, 2103, 927, 2163]
svanidhi-body1: प्रधानमंत्री स्ट्रीट वेंडर्स आत्मनिर्भर निधि योजना देश के शहरी पथ विक्रेताओं को औपचारिक वित्तीय व्यवस्था से जोड़ने, स्वरोजगार को प्रोत्साहित करने तथा आर्थिक आत्मनिर्भरता को सुदृढ़ करने वाली एक महत्वपूर्ण पहल के रूप में स्थापित हुई है। योजना के माध्यम से पात्र पथ विक्रेताओं को चरणबद्ध ऋण, डिजिटल लेनदेन सेवाओं तथा PI-लिंक्ड क्रेडिट कार्ड की सुविधा उपलब्ध कराई जा रही है, जिससे लाखों परिवारों की आजीविका सुदृढ़ हुई है। योजना के प्रभाव को और अधिक व्यापक बनाने तथा शेष पात्र पथ विक्रेताओं तक इसका लाभ पहुँचाने के उद्देश्य से नगरीय विकास एवं आवास विभाग द्वारा 1 अगस्त से 15 अगस्त 2026 तक 'विशेष पीएम स्वनिधि पखवाड़ा' आयोजित किया जा रहा है। यह अभियान प्रदेश के सभी जिलों, नगरीय निकायों एवं संबंधित संस्था स्तर पर एक मिशन मोड कार्यक्रम के रूप में संचालित किया जाएगा।	[735, 1641, 945, 1898]
lead-sub2-body: नेता प्रतिपक्ष उमंग सिंघार ने उपचुनाव की निष्पक्षता पर सवाल उठाते हुए आरोप लगाया कि प्रशासन ने भाजपा के पक्ष में काम किया। उन्होंने कहा कि कई मतदान केंद्रों पर मतदाताओं को डराने-धमकाने की शिकायतें मिलीं और कांग्रेस कार्यकर्ताओं के पोलिंग एजेंटों को रोकने का प्रयास किया गया। सिंघार ने दावा किया कि इन परिस्थितियों के बावजूद जनता ने कांग्रेस पर भरोसा जताया है।	[747, 737, 947, 872]
rain-tail: हनुमान ताल भर गया है और जुलाई महीने का वर्षा कोटा भी पूरा हो गया है। हालांकि, पिछले साल की तुलना में इस बार अब तक कम बारिश हुई है।	[1353, 2233, 1519, 2292]
fertilizer-banner: मूंग-उड़द की स्लॉट बुकिंग अब 10 अगस्त तक, खरीद 20 अगस्त तक होगी	[787, 1073, 1519, 1109]
evm-caption-head: हार देखकर बहाने बना रही कांग्रेस	[1351, 532, 1505, 570]
rally-flags-illustration	[536, 324, 947, 528]
paper-name-block	[24, 18, 176, 114]
fertilizer-col2	[787, 1291, 1299, 1531]
